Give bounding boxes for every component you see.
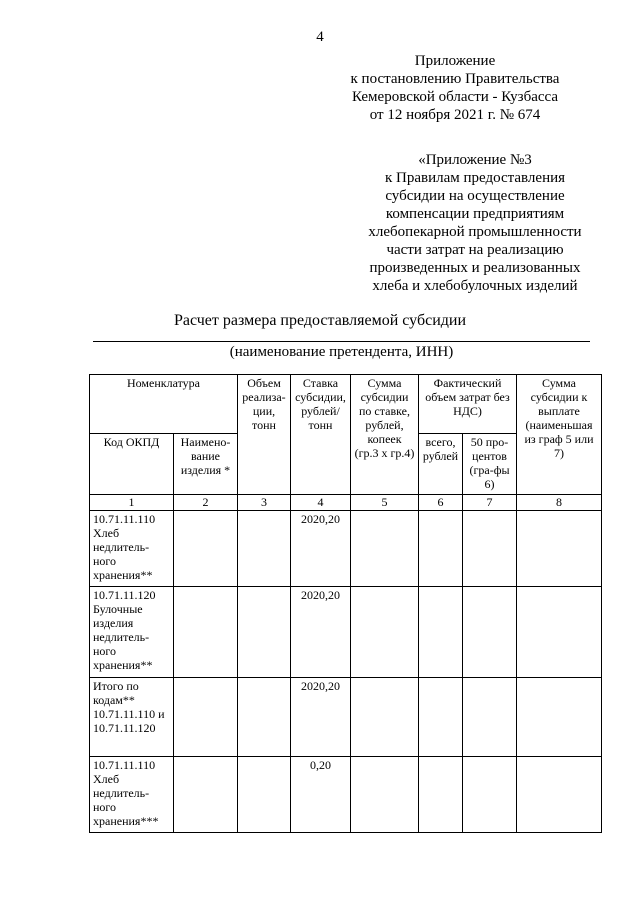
column-number: 8 (517, 495, 602, 511)
header-sum-by-rate: Сумма субсидии по ставке, рублей, копеек (гр.3 x гр.4) (351, 375, 419, 495)
table-row (90, 587, 602, 678)
column-number: 4 (291, 495, 351, 511)
empty-cell (351, 511, 419, 587)
annex3-header-line: произведенных и реализованных (369, 260, 581, 276)
empty-cell (419, 587, 463, 678)
header-rate: Ставка субсидии, рублей/ тонн (291, 375, 351, 495)
header-okpd-code: Код ОКПД (90, 434, 174, 495)
page-number: 4 (316, 29, 324, 45)
empty-cell (419, 511, 463, 587)
empty-cell (517, 678, 602, 757)
empty-cell (174, 511, 238, 587)
okpd-code-cell: 10.71.11.120 Булочные изделия недлитель-ного хранения** (90, 587, 174, 678)
table-row (90, 511, 602, 587)
empty-cell (419, 757, 463, 833)
table-row (90, 757, 602, 833)
okpd-code-cell: 10.71.11.110 Хлеб недлитель-ного хранения*** (90, 757, 174, 833)
header-fifty-percent: 50 про-центов (гра-фы 6) (463, 434, 517, 495)
column-number: 1 (90, 495, 174, 511)
annex-header (330, 52, 580, 124)
column-number: 5 (351, 495, 419, 511)
okpd-code-cell: 10.71.11.110 Хлеб недлитель-ного хранения** (90, 511, 174, 587)
empty-cell (174, 587, 238, 678)
applicant-underline (93, 341, 590, 342)
empty-cell (238, 511, 291, 587)
annex3-header-line: части затрат на реализацию (386, 242, 564, 258)
annex-header-line: к постановлению Правительства (350, 71, 560, 87)
annex3-header (355, 151, 595, 295)
annex-header-line: Кемеровской области - Кузбасса (351, 89, 559, 105)
rate-cell: 2020,20 (291, 511, 351, 587)
empty-cell (517, 757, 602, 833)
annex3-header-line: компенсации предприятиям (385, 206, 565, 222)
header-row (90, 375, 602, 434)
empty-cell (174, 757, 238, 833)
column-number: 3 (238, 495, 291, 511)
annex3-header-line: «Приложение №3 (418, 152, 532, 168)
empty-cell (419, 678, 463, 757)
column-number: 6 (419, 495, 463, 511)
empty-cell (517, 587, 602, 678)
empty-cell (351, 757, 419, 833)
rate-cell: 0,20 (291, 757, 351, 833)
empty-cell (238, 757, 291, 833)
header-product-name: Наимено-вание изделия * (174, 434, 238, 495)
empty-cell (174, 678, 238, 757)
header-actual-costs: Фактический объем затрат без НДС) (419, 375, 517, 434)
applicant-caption: (наименование претендента, ИНН) (229, 344, 454, 360)
empty-cell (463, 678, 517, 757)
header-nomenclature: Номенклатура (90, 375, 238, 434)
annex-header-line: Приложение (414, 53, 496, 69)
document-title: Расчет размера предоставляемой субсидии (173, 312, 467, 329)
header-total: всего, рублей (419, 434, 463, 495)
annex-header-line: от 12 ноября 2021 г. № 674 (369, 107, 541, 123)
empty-cell (351, 678, 419, 757)
empty-cell (463, 511, 517, 587)
annex3-header-line: субсидии на осуществление (385, 188, 565, 204)
empty-cell (351, 587, 419, 678)
table-row (90, 678, 602, 757)
empty-cell (238, 587, 291, 678)
annex3-header-line: хлебопекарной промышленности (368, 224, 582, 240)
rate-cell: 2020,20 (291, 678, 351, 757)
empty-cell (238, 678, 291, 757)
header-volume: Объем реализа-ции, тонн (238, 375, 291, 495)
subsidy-calculation-table (89, 374, 602, 833)
rate-cell: 2020,20 (291, 587, 351, 678)
annex3-header-line: хлеба и хлебобулочных изделий (372, 278, 578, 294)
empty-cell (463, 757, 517, 833)
empty-cell (463, 587, 517, 678)
header-sum-payable: Сумма субсидии к выплате (наименьшая из граф 5 или 7) (517, 375, 602, 495)
annex3-header-line: к Правилам предоставления (384, 170, 566, 186)
column-number-row (90, 495, 602, 511)
empty-cell (517, 511, 602, 587)
column-number: 2 (174, 495, 238, 511)
column-number: 7 (463, 495, 517, 511)
okpd-code-cell: Итого по кодам** 10.71.11.110 и 10.71.11.120 (90, 678, 174, 757)
